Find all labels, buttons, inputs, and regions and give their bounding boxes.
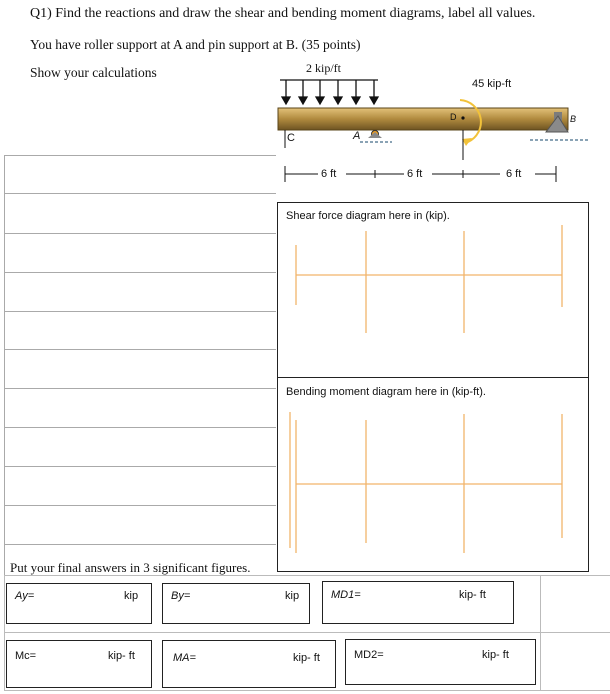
point-b-label: B	[570, 114, 577, 124]
shear-diagram-box[interactable]	[277, 202, 589, 378]
point-d-label: D	[450, 112, 457, 122]
calc-line	[4, 466, 276, 467]
calc-line	[4, 272, 276, 273]
calculation-area[interactable]	[4, 155, 276, 575]
distributed-load-arrows	[280, 80, 378, 104]
mc-unit: kip- ft	[108, 650, 135, 662]
by-answer-box[interactable]	[162, 583, 310, 624]
shear-grid	[278, 203, 588, 377]
moment-grid	[278, 378, 588, 571]
calc-line	[4, 505, 276, 506]
md1-answer-box[interactable]	[322, 581, 514, 624]
point-a-label: A	[353, 130, 361, 142]
ay-unit: kip	[124, 590, 139, 602]
calc-line	[4, 349, 276, 350]
answer-grid-line	[4, 632, 610, 633]
shear-diagram-title: Shear force diagram here in (kip).	[286, 210, 450, 222]
moment-label: 45 kip-ft	[472, 78, 512, 90]
calc-line	[4, 155, 276, 156]
problem-instructions: Show your calculations	[30, 65, 157, 80]
calc-line	[4, 388, 276, 389]
ma-label: MA=	[173, 652, 196, 664]
md1-label: MD1=	[331, 589, 361, 601]
span-3-label: 6 ft	[506, 168, 522, 180]
mc-label: Mc=	[15, 650, 37, 662]
answer-grid-line	[4, 690, 610, 691]
md2-answer-box[interactable]	[345, 639, 536, 685]
md2-unit: kip- ft	[482, 649, 509, 661]
answer-grid-line	[540, 575, 541, 690]
calc-line	[4, 311, 276, 312]
mc-answer-box[interactable]	[6, 640, 152, 688]
ma-answer-box[interactable]	[162, 640, 336, 688]
final-answers-prompt: Put your final answers in 3 significant figures.	[10, 560, 251, 575]
point-c-label: C	[287, 132, 295, 144]
md2-label: MD2=	[354, 649, 384, 661]
distributed-load-label: 2 kip/ft	[306, 61, 341, 75]
beam	[278, 108, 568, 130]
moment-diagram-box[interactable]	[277, 377, 589, 572]
calc-line	[4, 193, 276, 194]
problem-supports: You have roller support at A and pin support at B. (35 points)	[30, 37, 361, 52]
problem-title: Q1) Find the reactions and draw the shear and bending moment diagrams, label all values.	[30, 6, 536, 21]
ay-answer-box[interactable]	[6, 583, 152, 624]
calc-line	[4, 427, 276, 428]
calc-line	[4, 233, 276, 234]
answer-grid-line	[4, 575, 610, 576]
span-1-label: 6 ft	[321, 168, 337, 180]
answer-grid-line	[4, 575, 5, 690]
by-label: By=	[171, 590, 191, 602]
calc-line	[4, 544, 276, 545]
moment-diagram-title: Bending moment diagram here in (kip-ft).	[286, 386, 486, 398]
md1-unit: kip- ft	[459, 589, 486, 601]
by-unit: kip	[285, 590, 300, 602]
ma-unit: kip- ft	[293, 652, 320, 664]
span-2-label: 6 ft	[407, 168, 423, 180]
roller-support-a	[360, 131, 392, 143]
ay-label: Ay=	[15, 590, 35, 602]
